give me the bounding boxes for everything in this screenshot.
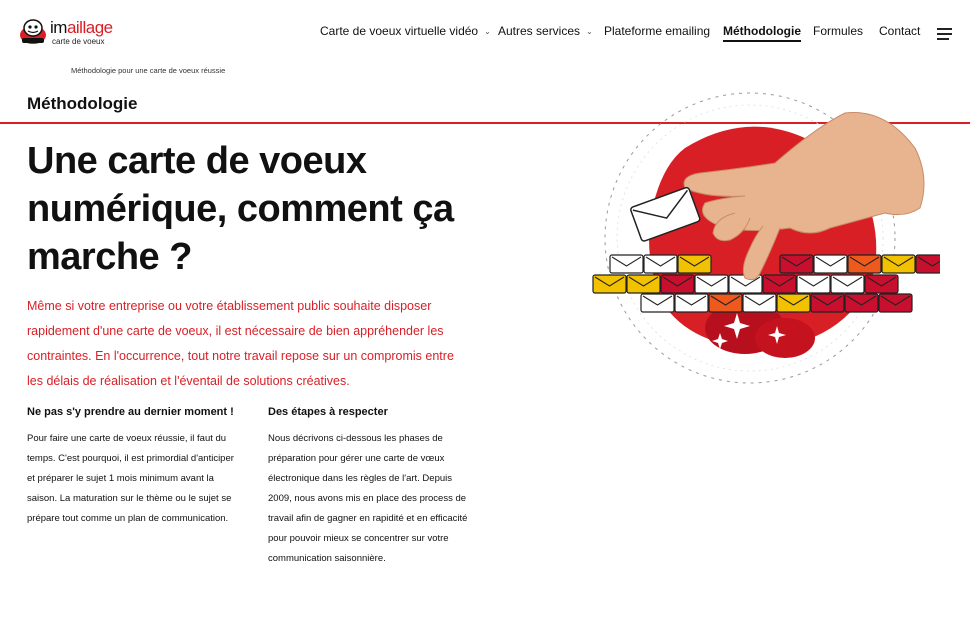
envelope-icon xyxy=(709,294,742,312)
logo-mascot-icon xyxy=(18,18,48,46)
envelope-icon xyxy=(797,275,830,293)
nav-label: Plateforme emailing xyxy=(604,24,711,38)
column-heading: Des étapes à respecter xyxy=(268,406,388,418)
envelope-icon xyxy=(879,294,912,312)
envelope-icon xyxy=(865,275,898,293)
logo-subtitle: carte de voeux xyxy=(52,37,105,46)
lead-paragraph: Même si votre entreprise ou votre établissement public souhaite disposer rapidement d'une carte de voeux, il est nécessaire de bien appréhender les contraintes. En l'occurrence, tout notre travail repose sur un compromis entre les délais de réalisation et l'éventail de solutions créatives. xyxy=(27,299,454,388)
envelope-icon xyxy=(593,275,626,293)
nav-autres-services[interactable] xyxy=(498,24,593,38)
envelope-icon xyxy=(743,294,776,312)
nav-contact[interactable] xyxy=(879,24,920,38)
envelope-icon xyxy=(845,294,878,312)
content-column-right xyxy=(268,406,468,569)
envelope-icon xyxy=(627,275,660,293)
envelope-icon xyxy=(814,255,847,273)
envelope-icon xyxy=(916,255,940,273)
column-body: Nous décrivons ci-dessous les phases de préparation pour gérer une carte de vœux électronique dans les règles de l'art. Depuis 2009, nous avons mis en place des process de travail afin de gagner en rapidité et en efficacité pour pouvoir mieux se concentrer sur votre communication saisonnière. xyxy=(268,433,468,564)
chevron-down-icon: ⌄ xyxy=(484,26,491,36)
envelope-icon xyxy=(678,255,711,273)
logo-wordmark: imaillage xyxy=(50,18,113,37)
breadcrumb[interactable]: Méthodologie pour une carte de voeux réussie xyxy=(71,66,226,75)
column-body: Pour faire une carte de voeux réussie, il faut du temps. C'est pourquoi, il est primordial d'anticiper et préparer le sujet 1 mois minimum avant la saison. La maturation sur le thème ou le sujet se prépare tout comme un plan de communication. xyxy=(27,433,234,524)
envelope-icon xyxy=(777,294,810,312)
envelope-icon xyxy=(882,255,915,273)
hamburger-menu-icon[interactable] xyxy=(937,28,952,40)
nav-carte-de-voeux-video[interactable] xyxy=(320,24,491,38)
envelope-icon xyxy=(610,255,643,273)
nav-label: Carte de voeux virtuelle vidéo xyxy=(320,24,479,38)
envelope-icon xyxy=(644,255,677,273)
content-column-left xyxy=(27,406,237,529)
envelope-icon xyxy=(675,294,708,312)
envelope-icon xyxy=(661,275,694,293)
envelope-icon xyxy=(811,294,844,312)
nav-formules[interactable] xyxy=(813,24,863,38)
column-heading: Ne pas s'y prendre au dernier moment ! xyxy=(27,406,234,418)
nav-plateforme-emailing[interactable] xyxy=(604,24,710,38)
envelope-icon xyxy=(831,275,864,293)
page-title: Une carte de voeux numérique, comment ça marche ? xyxy=(27,140,454,278)
envelope-icon xyxy=(780,255,813,273)
envelope-icon xyxy=(641,294,674,312)
nav-label: Méthodologie xyxy=(723,24,801,38)
chevron-down-icon: ⌄ xyxy=(586,26,593,36)
site-header xyxy=(0,0,970,64)
envelope-icon xyxy=(695,275,728,293)
site-logo[interactable] xyxy=(18,16,128,50)
nav-label: Formules xyxy=(813,24,864,38)
hand-envelopes-illustration xyxy=(585,88,940,388)
nav-methodologie[interactable] xyxy=(723,24,801,42)
envelope-icon xyxy=(848,255,881,273)
nav-label: Autres services xyxy=(498,24,581,38)
envelope-icon xyxy=(763,275,796,293)
section-title: Méthodologie xyxy=(27,94,138,113)
nav-label: Contact xyxy=(879,24,921,38)
